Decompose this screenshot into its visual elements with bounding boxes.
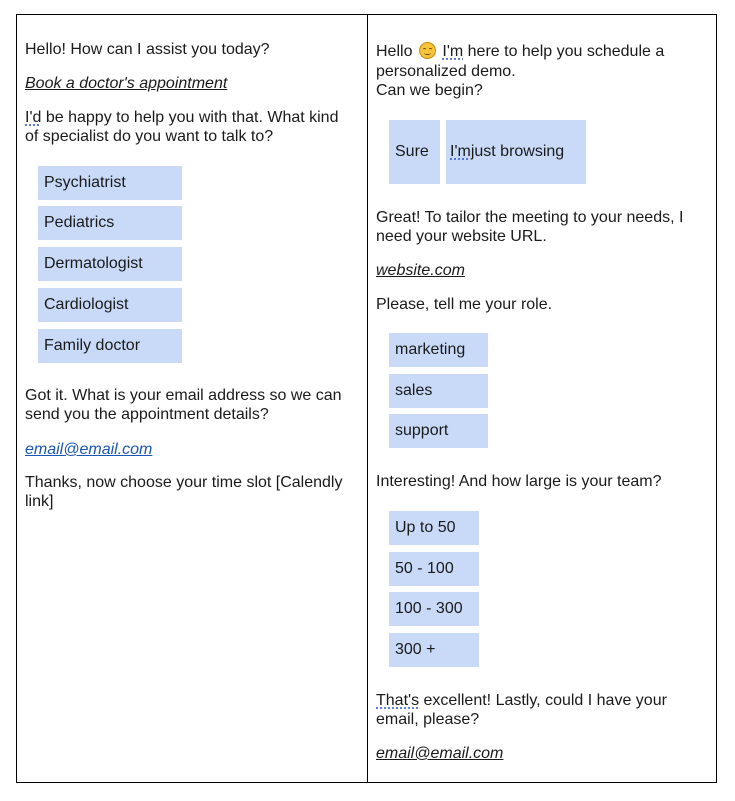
role-support-button[interactable]: support xyxy=(389,414,488,448)
bot-role-question: Please, tell me your role. xyxy=(376,296,553,313)
bot-email-question-line1: Got it. What is your email address so we can xyxy=(25,387,342,404)
bot-hello-line1 xyxy=(376,42,664,61)
comparison-table xyxy=(16,14,717,783)
spellcheck-word: I'd xyxy=(25,109,42,126)
option-dermatologist-button[interactable]: Dermatologist xyxy=(38,247,182,281)
bot-timeslot-line1: Thanks, now choose your time slot [Calendly xyxy=(25,474,343,491)
team-100-300-button[interactable]: 100 - 300 xyxy=(389,592,479,626)
spellcheck-word: I'm xyxy=(442,43,464,60)
team-300-plus-button[interactable]: 300 + xyxy=(389,633,479,667)
bot-url-line1: Great! To tailor the meeting to your needs, I xyxy=(376,209,684,226)
team-50-100-button[interactable]: 50 - 100 xyxy=(389,552,479,586)
option-cardiologist-button[interactable]: Cardiologist xyxy=(38,288,182,322)
role-marketing-button[interactable]: marketing xyxy=(389,333,488,367)
spellcheck-word: I'm xyxy=(450,143,471,160)
spellcheck-word: That's xyxy=(376,692,420,709)
hello-text: Hello xyxy=(376,43,413,60)
option-sure-button[interactable]: Sure xyxy=(389,120,440,184)
option-just-browsing-button[interactable] xyxy=(446,120,586,184)
bot-hello-line3: Can we begin? xyxy=(376,82,483,99)
user-website-reply: website.com xyxy=(376,262,465,279)
browsing-text: just browsing xyxy=(470,143,565,160)
bot-team-question: Interesting! And how large is your team? xyxy=(376,473,662,490)
user-email-reply: email@email.com xyxy=(376,745,504,762)
column-divider xyxy=(367,15,368,782)
option-psychiatrist-button[interactable]: Psychiatrist xyxy=(38,166,182,200)
role-sales-button[interactable]: sales xyxy=(389,374,488,408)
bot-url-line2: need your website URL. xyxy=(376,228,547,245)
bot-email-question-line2: send you the appointment details? xyxy=(25,406,269,423)
smiling-face-icon xyxy=(419,42,436,59)
team-up-to-50-button[interactable]: Up to 50 xyxy=(389,511,479,545)
bot-specialist-question-line1 xyxy=(25,108,338,127)
bot-specialist-question-line2: of specialist do you want to talk to? xyxy=(25,128,274,145)
bot-final-email-line1 xyxy=(376,691,667,710)
bot-specialist-text: be happy to help you with that. What kind xyxy=(41,109,339,126)
bot-greeting: Hello! How can I assist you today? xyxy=(25,41,270,58)
bot-timeslot-line2: link] xyxy=(25,493,54,510)
bot-final-email-text: excellent! Lastly, could I have your xyxy=(419,692,667,709)
bot-hello-line2: personalized demo. xyxy=(376,63,516,80)
option-family-doctor-button[interactable]: Family doctor xyxy=(38,329,182,363)
option-pediatrics-button[interactable]: Pediatrics xyxy=(38,206,182,240)
hello-rest-text: here to help you schedule a xyxy=(463,43,665,60)
user-email-link[interactable]: email@email.com xyxy=(25,441,153,458)
user-reply-appointment: Book a doctor's appointment xyxy=(25,75,228,92)
bot-final-email-line2: email, please? xyxy=(376,711,480,728)
